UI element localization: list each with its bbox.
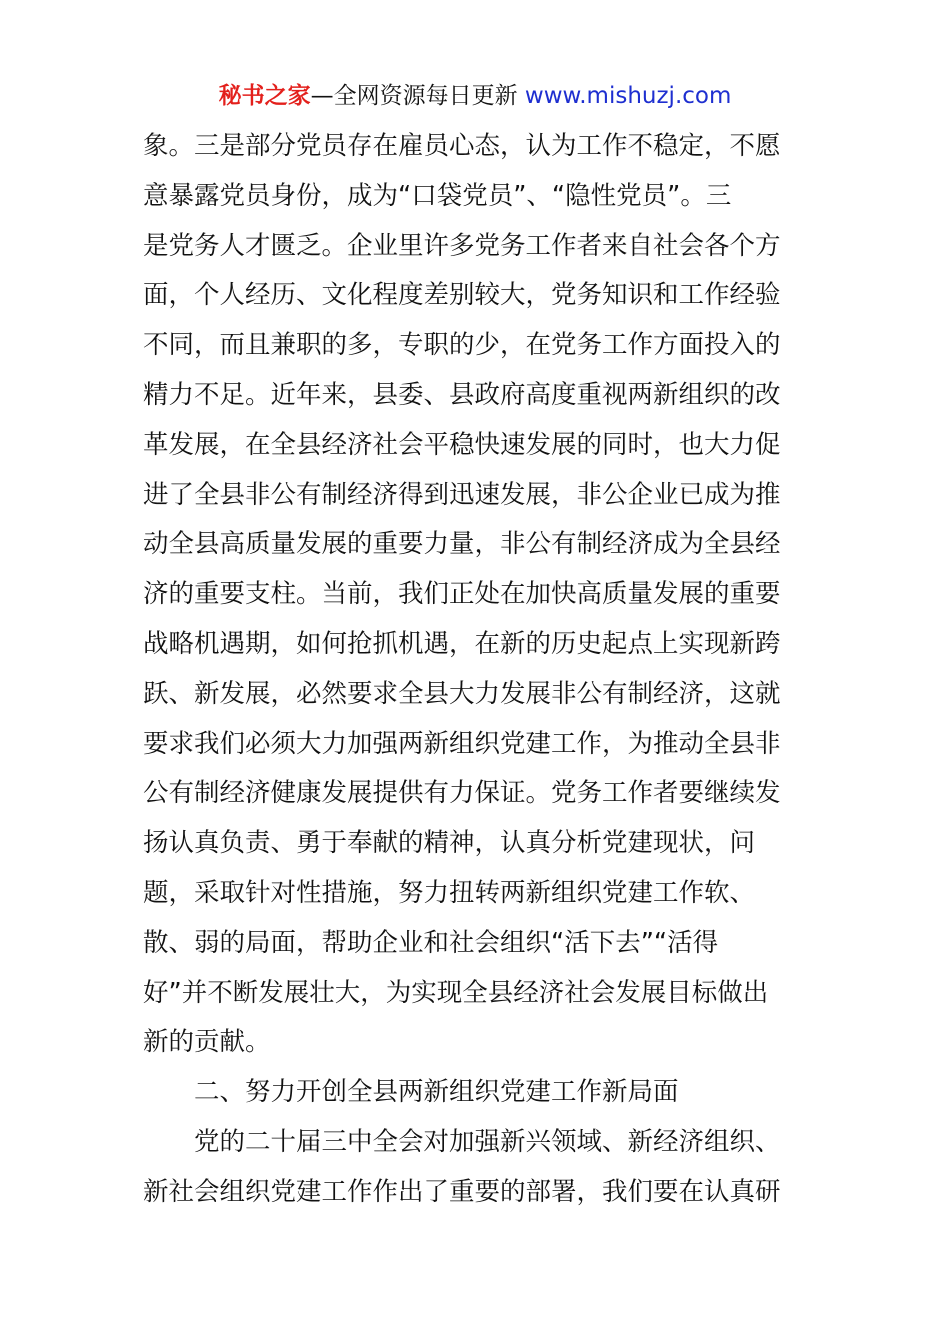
text-line: 扬认真负责、勇于奉献的精神，认真分析党建现状，问 [143,828,756,859]
text-line: 动全县高质量发展的重要力量，非公有制经济成为全县经 [143,529,781,560]
text-line: 面，个人经历、文化程度差别较大，党务知识和工作经验 [143,280,781,311]
text-line: 是党务人才匮乏。企业里许多党务工作者来自社会各个方 [143,230,781,261]
section-heading: 二、努力开创全县两新组织党建工作新局面 [143,1077,679,1108]
text-line: 散、弱的局面，帮助企业和社会组织“活下去”“活得 [143,927,719,958]
text-line: 好”并不断发展壮大，为实现全县经济社会发展目标做出 [143,977,769,1008]
text-line: 象。三是部分党员存在雇员心态，认为工作不稳定，不愿 [143,131,781,161]
text-line: 济的重要支柱。当前，我们正处在加快高质量发展的重要 [143,579,781,610]
site-url-link[interactable]: www.mishuzj.com [524,83,732,109]
text-line: 党的二十届三中全会对加强新兴领域、新经济组织、 [143,1126,781,1157]
page-header [0,80,950,112]
text-line: 战略机遇期，如何抢抓机遇，在新的历史起点上实现新跨 [143,628,781,659]
text-line: 意暴露党员身份，成为“口袋党员”、“隐性党员”。三 [143,180,732,211]
document-body [143,122,808,1218]
text-line: 跃、新发展，必然要求全县大力发展非公有制经济，这就 [143,678,781,709]
text-line: 新社会组织党建工作作出了重要的部署，我们要在认真研 [143,1176,781,1207]
text-line: 革发展，在全县经济社会平稳快速发展的同时，也大力促 [143,429,781,460]
brand-name: 秘书之家 [218,83,311,109]
text-line: 要求我们必须大力加强两新组织党建工作，为推动全县非 [143,728,781,759]
text-line: 精力不足。近年来，县委、县政府高度重视两新组织的改 [143,379,781,410]
text-line: 新的贡献。 [143,1027,271,1058]
text-line: 不同，而且兼职的多，专职的少，在党务工作方面投入的 [143,330,781,361]
text-line: 公有制经济健康发展提供有力保证。党务工作者要继续发 [143,778,781,809]
text-line: 题，采取针对性措施，努力扭转两新组织党建工作软、 [143,877,756,908]
text-line: 进了全县非公有制经济得到迅速发展，非公企业已成为推 [143,479,781,510]
header-tagline: —全网资源每日更新 [310,83,518,109]
